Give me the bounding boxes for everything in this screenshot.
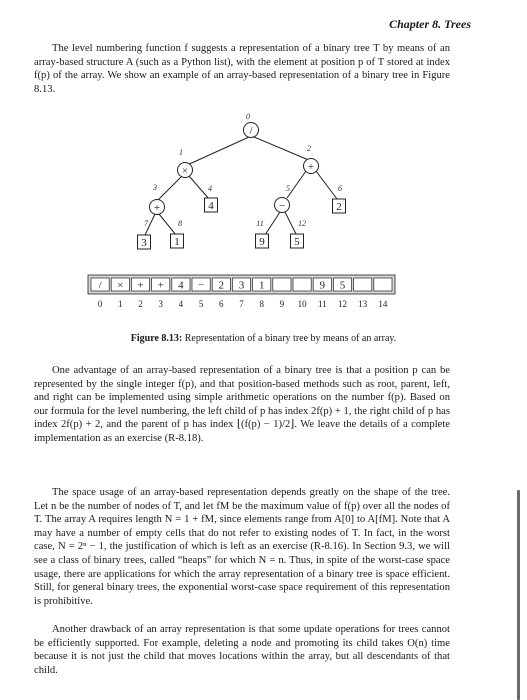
tree-node-5 <box>275 184 291 213</box>
array-index-label: 1 <box>118 299 123 309</box>
tree-nodes <box>138 112 346 249</box>
array-index-label: 10 <box>297 299 307 309</box>
paragraph-advantage-text: One advantage of an array-based representation of a binary tree is that a position p can be represented by the single integer f(p), and that position-based methods such as root, parent, left, and right can be implemented using simple arithmetic operations on the number f(p). Based on our formula for the level numbering, the left child of p has index 2f(p) + 1, the right child of p has index 2f(p) + 2, and the parent of p has index ⌊(f(p) − 1)/2⌋. We leave the details of a complete implementation as an exercise (R-8.18). <box>34 365 450 444</box>
tree-node-11 <box>256 219 269 248</box>
edge-5-12 <box>285 212 296 234</box>
leaf-node-value: 3 <box>141 237 147 249</box>
paragraph-advantage <box>34 364 450 446</box>
operator-node-symbol: + <box>153 201 161 214</box>
level-number-label: 0 <box>246 112 250 121</box>
paragraph-drawback <box>34 623 450 677</box>
array-index-label: 0 <box>97 299 103 309</box>
leaf-node-value: 2 <box>336 201 342 213</box>
caption-label: Figure 8.13: <box>130 333 183 344</box>
operator-node-symbol: + <box>307 160 315 173</box>
operator-node-symbol: − <box>278 199 286 212</box>
level-number-label: 4 <box>208 184 212 193</box>
leaf-node-value: 1 <box>174 236 180 248</box>
array-cell-value: 1 <box>258 279 265 292</box>
array-cell-box <box>293 278 311 291</box>
tree-node-0 <box>244 112 259 138</box>
tree-node-8 <box>171 219 184 248</box>
array-index-label: 14 <box>378 299 388 309</box>
array-index-label: 4 <box>178 299 184 309</box>
array-cell-value: + <box>157 279 164 292</box>
level-number-label: 2 <box>307 144 311 153</box>
array-index-label: 3 <box>158 299 163 309</box>
paragraph-space-usage-text: The space usage of an array-based representation depends greatly on the shape of the tree. Let n be the number of nodes of T, and let fM be the maximum value of f(p) over all the nodes of T. The array A requires length N = 1 + fM, since elements range from A[0] to A[fM]. Note that A may have a number of empty cells that do not refer to existing nodes of T. In fact, in the worst case, N = 2ⁿ − 1, the justification of which is left as an exercise (R-8.16). In Section 9.3, we will see a class of binary trees, called “heaps” for which N = n. Thus, in spite of the worst-case space usage, there are applications for which the array representation of a binary tree is space efficient. Still, for general binary trees, the exponential worst-case space requirement of this representation is prohibitive. <box>34 487 450 607</box>
edge-5-11 <box>265 212 280 235</box>
array-index-label: 8 <box>259 299 264 309</box>
array-index-label: 13 <box>358 299 368 309</box>
array-representation <box>88 275 395 309</box>
chapter-header: Chapter 8. Trees <box>389 17 471 31</box>
level-number-label: 6 <box>338 184 342 193</box>
edge-3-8 <box>159 214 176 235</box>
tree-node-1 <box>178 148 193 178</box>
leaf-node-value: 4 <box>208 200 214 212</box>
paragraph-intro-text: The level numbering function f suggests a representation of a binary tree T by means of an array-based structure A (such as a Python list), with the element at position p of T stored at index f(p) of the array. We show an example of an array-based representation of a binary tree in Figure 8.13. <box>34 43 450 95</box>
level-number-label: 1 <box>179 148 183 157</box>
level-number-label: 8 <box>178 219 182 228</box>
array-cell-value: + <box>137 279 144 292</box>
figure-caption <box>0 333 527 344</box>
tree-node-3 <box>150 183 165 215</box>
array-cell-value: 9 <box>319 279 326 292</box>
leaf-node-value: 9 <box>259 236 265 248</box>
level-number-label: 12 <box>298 219 306 228</box>
level-number-label: 5 <box>286 184 290 193</box>
tree-node-4 <box>205 184 218 212</box>
paragraph-space-usage <box>34 486 450 608</box>
array-cell-value: 2 <box>218 279 225 292</box>
array-index-label: 12 <box>338 299 347 309</box>
array-cell-value: × <box>117 279 124 292</box>
array-index-label: 6 <box>219 299 224 309</box>
paragraph-drawback-text: Another drawback of an array representation is that some update operations for trees cannot be efficiently supported. For example, deleting a node and promoting its child takes O(n) time because it is not just the child that moves locations within the array, but all descendants of that child. <box>34 624 450 676</box>
edge-0-1 <box>185 137 249 166</box>
array-index-label: 7 <box>239 299 244 309</box>
array-index-label: 5 <box>198 299 204 309</box>
array-index-label: 9 <box>279 299 285 309</box>
operator-node-symbol: / <box>249 124 253 137</box>
level-number-label: 7 <box>144 219 148 228</box>
tree-node-12 <box>291 219 307 248</box>
figure-8-13 <box>0 0 527 330</box>
array-cell-box <box>273 278 291 291</box>
array-cell-value: 5 <box>339 279 346 292</box>
edge-0-2 <box>254 137 311 161</box>
edge-1-3 <box>158 176 182 200</box>
level-number-label: 3 <box>153 183 157 192</box>
leaf-node-value: 5 <box>294 236 300 248</box>
array-cell-value: / <box>98 279 102 292</box>
tree-node-6 <box>333 184 346 213</box>
caption-text: Representation of a binary tree by means of an array. <box>182 333 397 344</box>
scrollbar-thumb[interactable] <box>517 490 520 700</box>
array-cell-value: − <box>197 279 205 292</box>
array-index-label: 2 <box>138 299 143 309</box>
array-index-label: 11 <box>317 299 327 309</box>
tree-node-7 <box>138 219 151 249</box>
array-cell-value: 3 <box>238 279 245 292</box>
array-cell-box <box>374 278 392 291</box>
edge-2-6 <box>316 171 337 199</box>
operator-node-symbol: × <box>181 164 189 177</box>
level-number-label: 11 <box>256 219 264 228</box>
array-cell-box <box>354 278 372 291</box>
array-cell-value: 4 <box>178 279 184 292</box>
edge-1-4 <box>189 176 210 200</box>
